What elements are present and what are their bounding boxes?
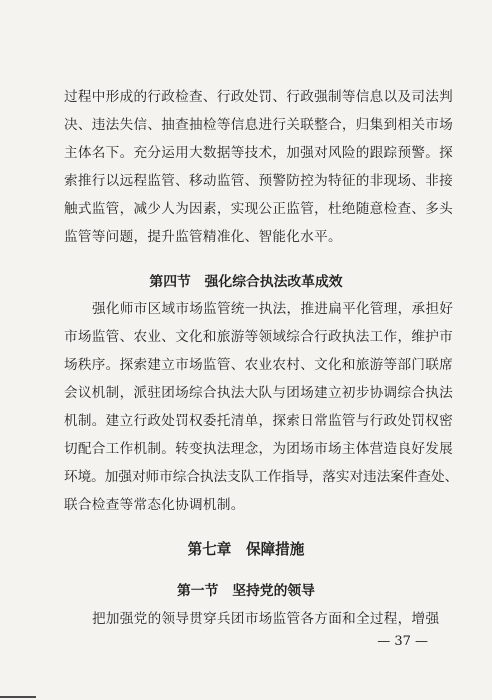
body-line: 决、违法失信、抽查抽检等信息进行关联整合，归集到相关市场 (64, 117, 454, 133)
body-line: 强化师市区域市场监管统一执法，推进扁平化管理，承担好 (92, 301, 454, 317)
body-line: 过程中形成的行政检查、行政处罚、行政强制等信息以及司法判 (64, 89, 454, 105)
body-line: 监管等问题，提升监管精准化、智能化水平。 (64, 229, 342, 245)
body-line: 场秩序。探索建立市场监管、农业农村、文化和旅游等部门联席 (64, 357, 454, 373)
corner-mark (0, 696, 36, 698)
body-line: 机制。建立行政处罚权委托清单，探索日常监管与行政处罚权密 (64, 413, 454, 429)
body-line: 切配合工作机制。转变执法理念，为团场市场主体营造良好发展 (64, 441, 454, 457)
chapter-heading: 第七章 保障措施 (187, 541, 305, 558)
body-line: 环境。加强对师市综合执法支队工作指导，落实对违法案件查处、 (64, 469, 459, 485)
body-line: 索推行以远程监管、移动监管、预警防控为特征的非现场、非接 (64, 173, 454, 189)
section-heading: 第一节 坚持党的领导 (177, 583, 315, 599)
body-line: 会议机制，派驻团场综合执法大队与团场建立初步协调综合执法 (64, 385, 454, 401)
body-line: 把加强党的领导贯穿兵团市场监管各方面和全过程，增强 (92, 611, 440, 627)
body-line: 主体名下。充分运用大数据等技术，加强对风险的跟踪预警。探 (64, 145, 454, 161)
section-heading: 第四节 强化综合执法改革成效 (149, 274, 343, 290)
page-number: — 37 — (377, 634, 428, 649)
body-line: 市场监管、农业、文化和旅游等领域综合行政执法工作，维护市 (64, 329, 454, 345)
body-line: 联合检查等常态化协调机制。 (64, 497, 245, 513)
body-line: 触式监管，减少人为因素，实现公正监管，杜绝随意检查、多头 (64, 201, 454, 217)
